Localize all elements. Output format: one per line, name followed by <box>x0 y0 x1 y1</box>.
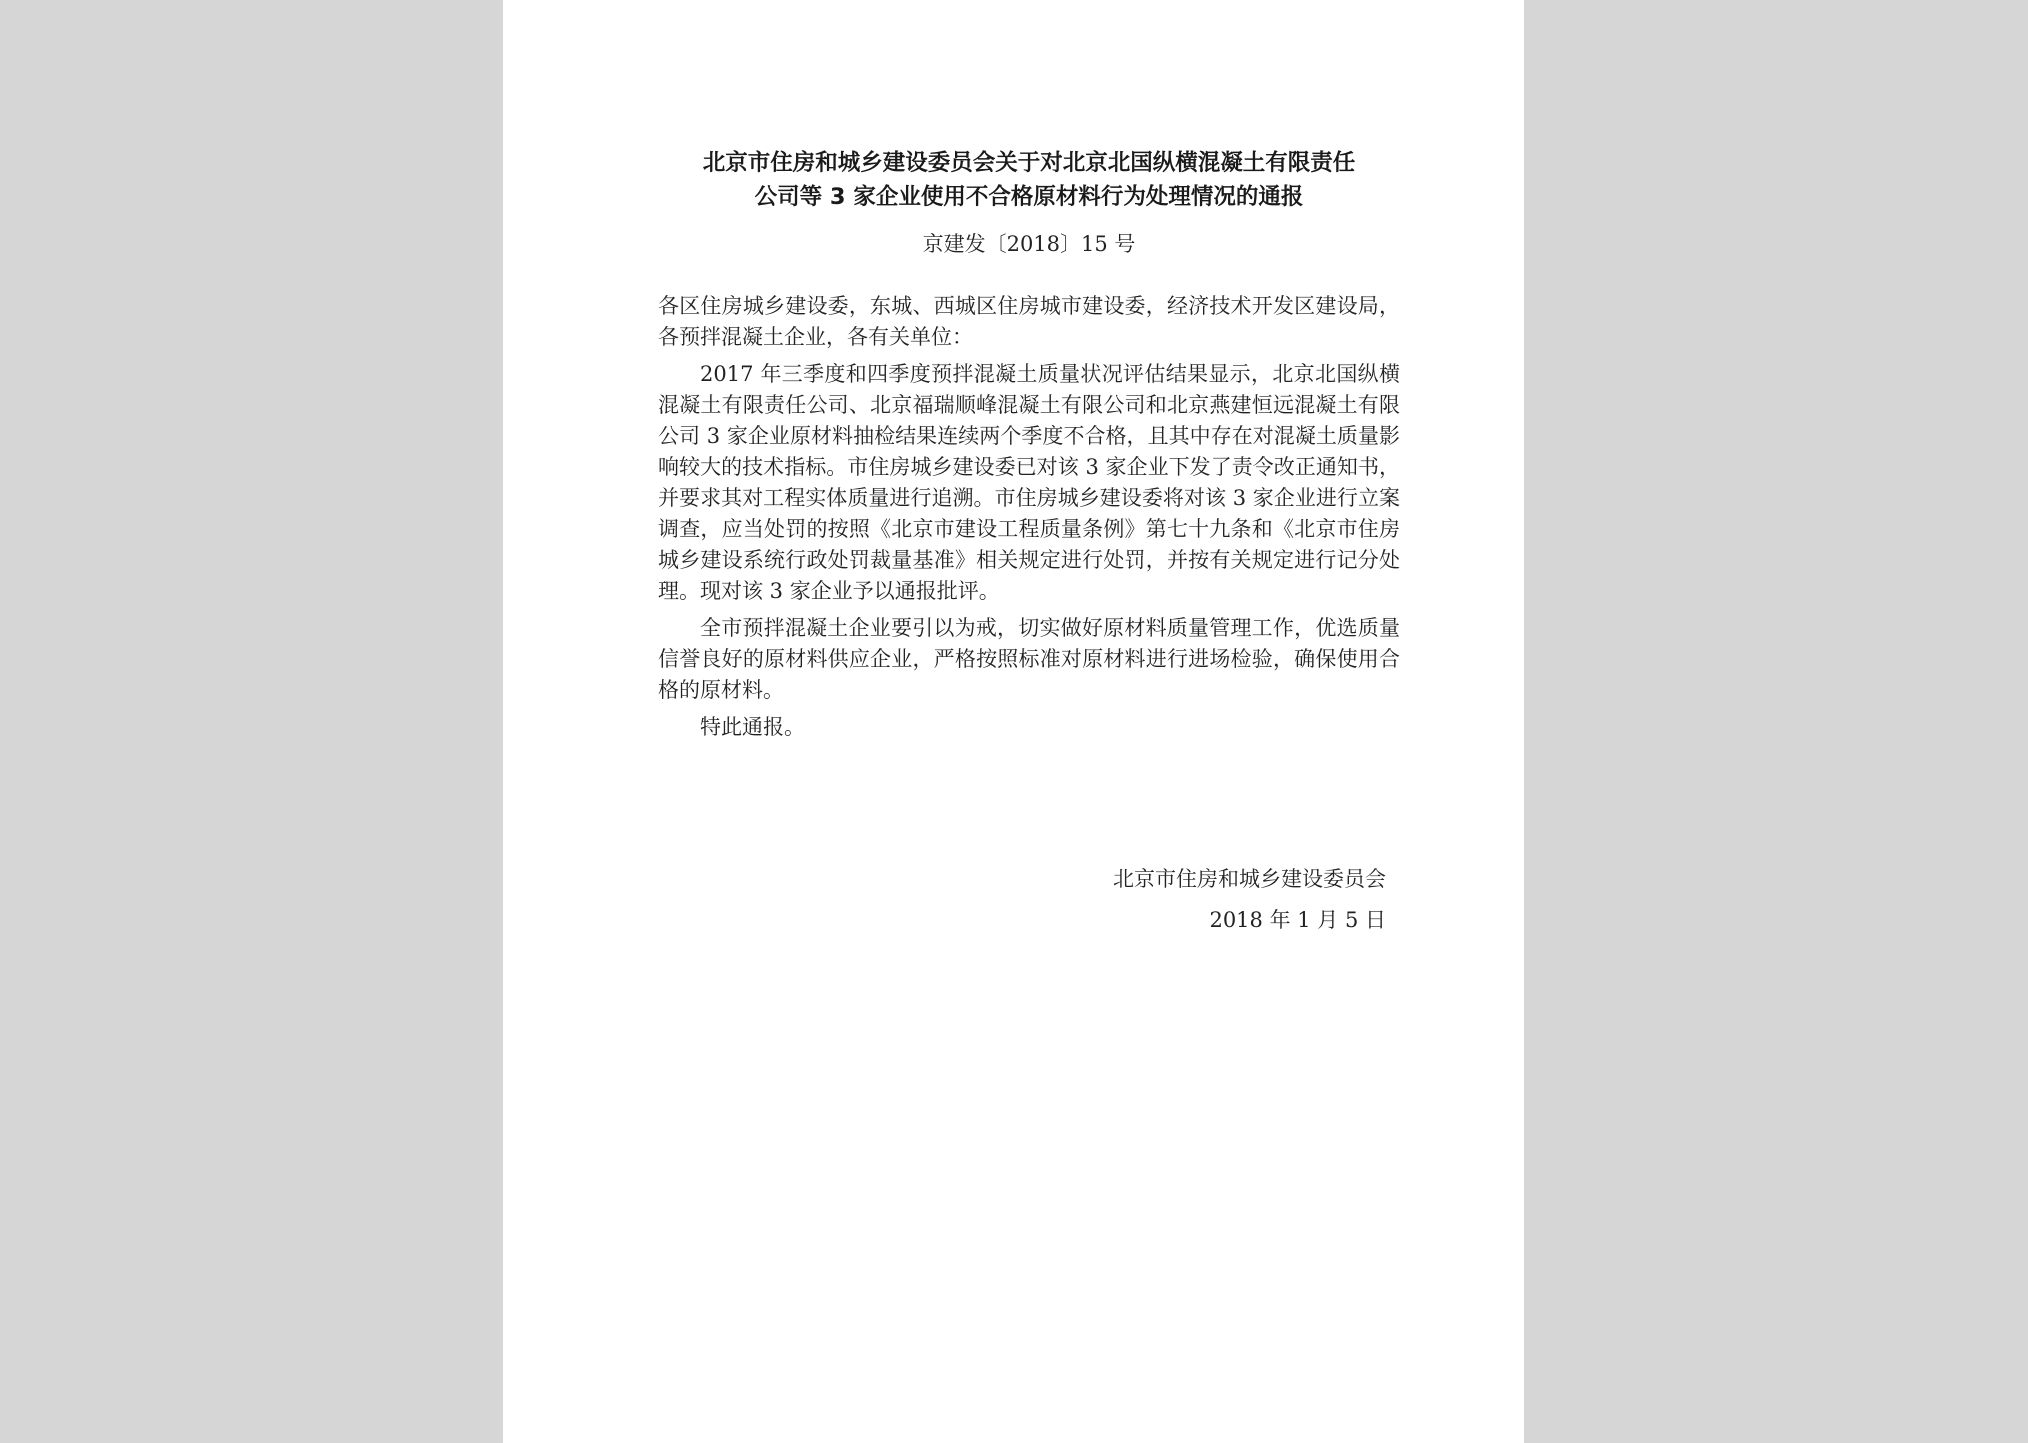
paragraph-2: 全市预拌混凝土企业要引以为戒，切实做好原材料质量管理工作，优选质量信誉良好的原材料供应企业，严格按照标准对原材料进行进场检验，确保使用合格的原材料。 <box>658 616 1400 702</box>
signature-date: 2018 年 1 月 5 日 <box>1209 908 1386 932</box>
title-line-1: 北京市住房和城乡建设委员会关于对北京北国纵横混凝土有限责任 <box>702 150 1356 176</box>
signature-block <box>658 859 1400 941</box>
signature-org: 北京市住房和城乡建设委员会 <box>1113 867 1386 891</box>
document-number: 京建发〔2018〕15 号 <box>922 232 1136 256</box>
paragraph-1: 2017 年三季度和四季度预拌混凝土质量状况评估结果显示，北京北国纵横混凝土有限责任公司、北京福瑞顺峰混凝土有限公司和北京燕建恒远混凝土有限公司 3 家企业原材料抽检结果连续两个季度不合格，且其中存在对混凝土质量影响较大的技术指标。市住房城乡建设委已对该 3 家企业下发了责令改正通知书，并要求其对工程实体质量进行追溯。市住房城乡建设委将对该 3 家企业进行立案调查，应当处罚的按照《北京市建设工程质量条例》第七十九条和《北京市住房城乡建设系统行政处罚裁量基准》相关规定进行处罚，并按有关规定进行记分处理。现对该 3 家企业予以通报批评。 <box>658 362 1400 603</box>
title-line-2: 公司等 3 家企业使用不合格原材料行为处理情况的通报 <box>754 184 1304 210</box>
document-page <box>503 0 1524 1443</box>
addressee: 各区住房城乡建设委，东城、西城区住房城市建设委，经济技术开发区建设局，各预拌混凝土企业，各有关单位： <box>658 294 1400 349</box>
closing-line: 特此通报。 <box>700 715 805 739</box>
document-content <box>658 146 1400 941</box>
document-title <box>658 146 1400 214</box>
document-body <box>658 291 1400 743</box>
